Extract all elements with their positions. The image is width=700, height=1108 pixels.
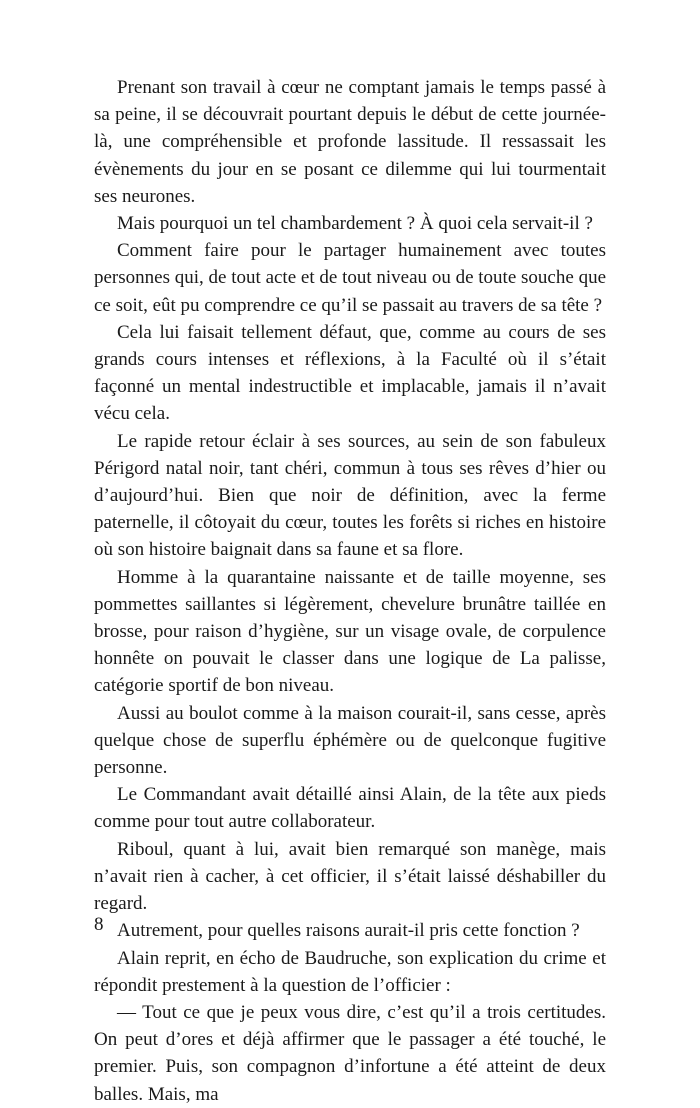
paragraph-12: — Tout ce que je peux vous dire, c’est qu’il a trois certitudes. On peut d’ores et déjà affirmer que le passager a été touché, le premier. Puis, son compagnon d’infortune a été atteint de deux balles. Mais, ma <box>94 1001 606 1105</box>
paragraph-5: Le rapide retour éclair à ses sources, au sein de son fabuleux Périgord natal noir, tant chéri, commun à tous ses rêves d’hier ou d’aujourd’hui. Bien que noir de définition, avec la ferme paternelle, il côtoyait du cœur, toutes les forêts si riches en histoire où son histoire baignait dans sa faune et sa flore. <box>94 430 606 561</box>
paragraph-8: Le Commandant avait détaillé ainsi Alain, de la tête aux pieds comme pour tout autre collaborateur. <box>94 784 606 833</box>
paragraph-4: Cela lui faisait tellement défaut, que, comme au cours de ses grands cours intenses et réflexions, à la Faculté où il s’était façonné un mental indestructible et implacable, jamais il n’avait vécu cela. <box>94 321 606 425</box>
paragraph-3: Comment faire pour le partager humainement avec toutes personnes qui, de tout acte et de tout niveau ou de toute souche que ce soit, eût pu comprendre ce qu’il se passait au travers de sa tête ? <box>94 240 606 316</box>
paragraph-10: Autrement, pour quelles raisons aurait-il pris cette fonction ? <box>117 920 580 942</box>
paragraph-2: Mais pourquoi un tel chambardement ? À quoi cela servait-il ? <box>117 213 593 235</box>
paragraph-7: Aussi au boulot comme à la maison courait-il, sans cesse, après quelque chose de superflu éphémère ou de quelconque fugitive personne. <box>94 702 606 779</box>
paragraph-11: Alain reprit, en écho de Baudruche, son explication du crime et répondit prestement à la question de l’officier : <box>94 947 606 996</box>
paragraph-9: Riboul, quant à lui, avait bien remarqué son manège, mais n’avait rien à cacher, à cet officier, il s’était laissé déshabiller du regard. <box>94 838 606 915</box>
page-body <box>94 74 606 1108</box>
paragraph-1: Prenant son travail à cœur ne comptant jamais le temps passé à sa peine, il se découvrait pourtant depuis le début de cette journée-là, une compréhensible et profonde lassitude. Il ressassait les évènements du jour en se posant ce dilemme qui lui tourmentait ses neurones. <box>94 77 606 207</box>
paragraph-6: Homme à la quarantaine naissante et de taille moyenne, ses pommettes saillantes si légèrement, chevelure brunâtre taillée en brosse, pour raison d’hygiène, sur un visage ovale, de corpulence honnête on pouvait le classer dans une logique de La palisse, catégorie sportif de bon niveau. <box>94 566 606 697</box>
page-number: 8 <box>94 914 104 935</box>
